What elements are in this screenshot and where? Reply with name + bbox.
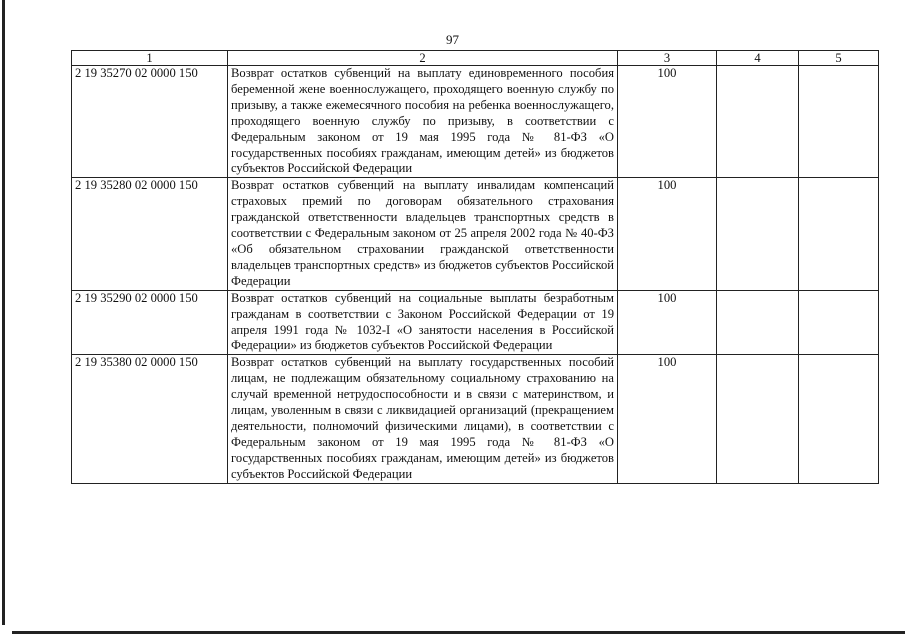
column-4-cell — [717, 355, 799, 483]
value-cell: 100 — [618, 355, 717, 483]
description-cell: Возврат остатков субвенций на выплату государственных пособий лицам, не подлежащим обязательному социальному страхованию на случай временной нетрудоспособности и в связи с материнством, и лицам, уволенным в связи с ликвидацией организаций (прекращением деятельности, полномочий физическими лицами), в соответствии с Федеральным законом от 19 мая 1995 года № 81-ФЗ «О государственных пособиях гражданам, имеющим детей» из бюджетов субъектов Российской Федерации — [228, 355, 618, 483]
column-5-cell — [799, 178, 879, 290]
column-header-1: 1 — [72, 51, 228, 66]
budget-table — [71, 50, 879, 484]
column-header-5: 5 — [799, 51, 879, 66]
column-4-cell — [717, 290, 799, 355]
value-cell: 100 — [618, 290, 717, 355]
column-5-cell — [799, 355, 879, 483]
column-5-cell — [799, 66, 879, 178]
description-cell: Возврат остатков субвенций на выплату единовременного пособия беременной жене военнослужащего, проходящего военную службу по призыву, а также ежемесячного пособия на ребенка военнослужащего, проходящего военную службу по призыву, в соответствии с Федеральным законом от 19 мая 1995 года № 81-ФЗ «О государственных пособиях гражданам, имеющим детей» из бюджетов субъектов Российской Федерации — [228, 66, 618, 178]
column-header-4: 4 — [717, 51, 799, 66]
value-cell: 100 — [618, 66, 717, 178]
column-4-cell — [717, 66, 799, 178]
budget-code-cell: 2 19 35380 02 0000 150 — [72, 355, 228, 483]
table-row — [72, 66, 879, 178]
scan-edge-bottom — [12, 631, 905, 634]
description-cell: Возврат остатков субвенций на выплату инвалидам компенсаций страховых премий по договорам обязательного страхования гражданской ответственности владельцев транспортных средств в соответствии с Федеральным законом от 25 апреля 2002 года № 40-ФЗ «Об обязательном страховании гражданской ответственности владельцев транспортных средств» из бюджетов субъектов Российской Федерации — [228, 178, 618, 290]
column-5-cell — [799, 290, 879, 355]
column-header-2: 2 — [228, 51, 618, 66]
page-number: 97 — [446, 32, 459, 47]
budget-code-cell: 2 19 35290 02 0000 150 — [72, 290, 228, 355]
scan-edge-left — [2, 0, 5, 625]
table-row — [72, 178, 879, 290]
column-4-cell — [717, 178, 799, 290]
column-header-3: 3 — [618, 51, 717, 66]
budget-code-cell: 2 19 35270 02 0000 150 — [72, 66, 228, 178]
description-cell: Возврат остатков субвенций на социальные выплаты безработным гражданам в соответствии с Законом Российской Федерации от 19 апреля 1991 года № 1032-I «О занятости населения в Российской Федерации» из бюджетов субъектов Российской Федерации — [228, 290, 618, 355]
value-cell: 100 — [618, 178, 717, 290]
table-header-row — [72, 51, 879, 66]
table-row — [72, 290, 879, 355]
budget-code-cell: 2 19 35280 02 0000 150 — [72, 178, 228, 290]
table-row — [72, 355, 879, 483]
